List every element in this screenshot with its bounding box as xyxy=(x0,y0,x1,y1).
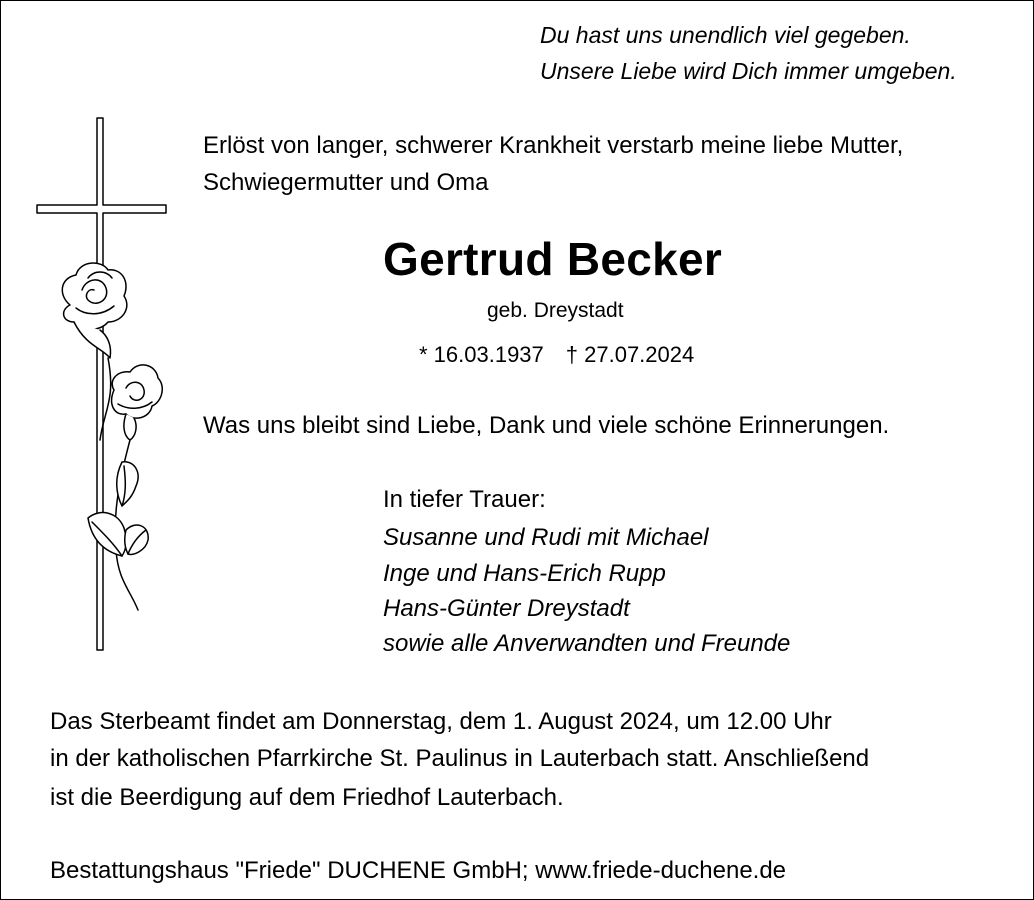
deceased-name: Gertrud Becker xyxy=(383,233,723,285)
service-line-3: ist die Beerdigung auf dem Friedhof Lauterbach. xyxy=(50,784,564,811)
service-line-1: Das Sterbeamt findet am Donnerstag, dem 1. August 2024, um 12.00 Uhr xyxy=(50,708,832,735)
death-date: † 27.07.2024 xyxy=(565,342,695,367)
intro-line-2: Schwiegermutter und Oma xyxy=(203,169,489,196)
mourner-name: Susanne und Rudi mit Michael xyxy=(383,524,709,551)
funeral-home-line: Bestattungshaus "Friede" DUCHENE GmbH; www.friede-duchene.de xyxy=(50,857,787,884)
service-line-2: in der katholischen Pfarrkirche St. Paulinus in Lauterbach statt. Anschließend xyxy=(50,745,870,772)
remembrance-line: Was uns bleibt sind Liebe, Dank und viele schöne Erinnerungen. xyxy=(203,412,890,439)
mourner-name: Hans-Günter Dreystadt xyxy=(383,595,630,622)
mourner-name: Inge und Hans-Erich Rupp xyxy=(383,560,666,587)
mourners-heading: In tiefer Trauer: xyxy=(383,486,546,513)
verse-line-2: Unsere Liebe wird Dich immer umgeben. xyxy=(540,58,957,84)
birth-date: * 16.03.1937 xyxy=(419,342,544,367)
verse-line-1: Du hast uns unendlich viel gegeben. xyxy=(540,22,911,48)
intro-line-1: Erlöst von langer, schwerer Krankheit verstarb meine liebe Mutter, xyxy=(203,132,904,159)
birth-name: geb. Dreystadt xyxy=(487,299,624,322)
life-dates xyxy=(419,344,694,366)
mourner-name: sowie alle Anverwandten und Freunde xyxy=(383,630,791,657)
cross-with-roses-icon xyxy=(30,110,180,665)
